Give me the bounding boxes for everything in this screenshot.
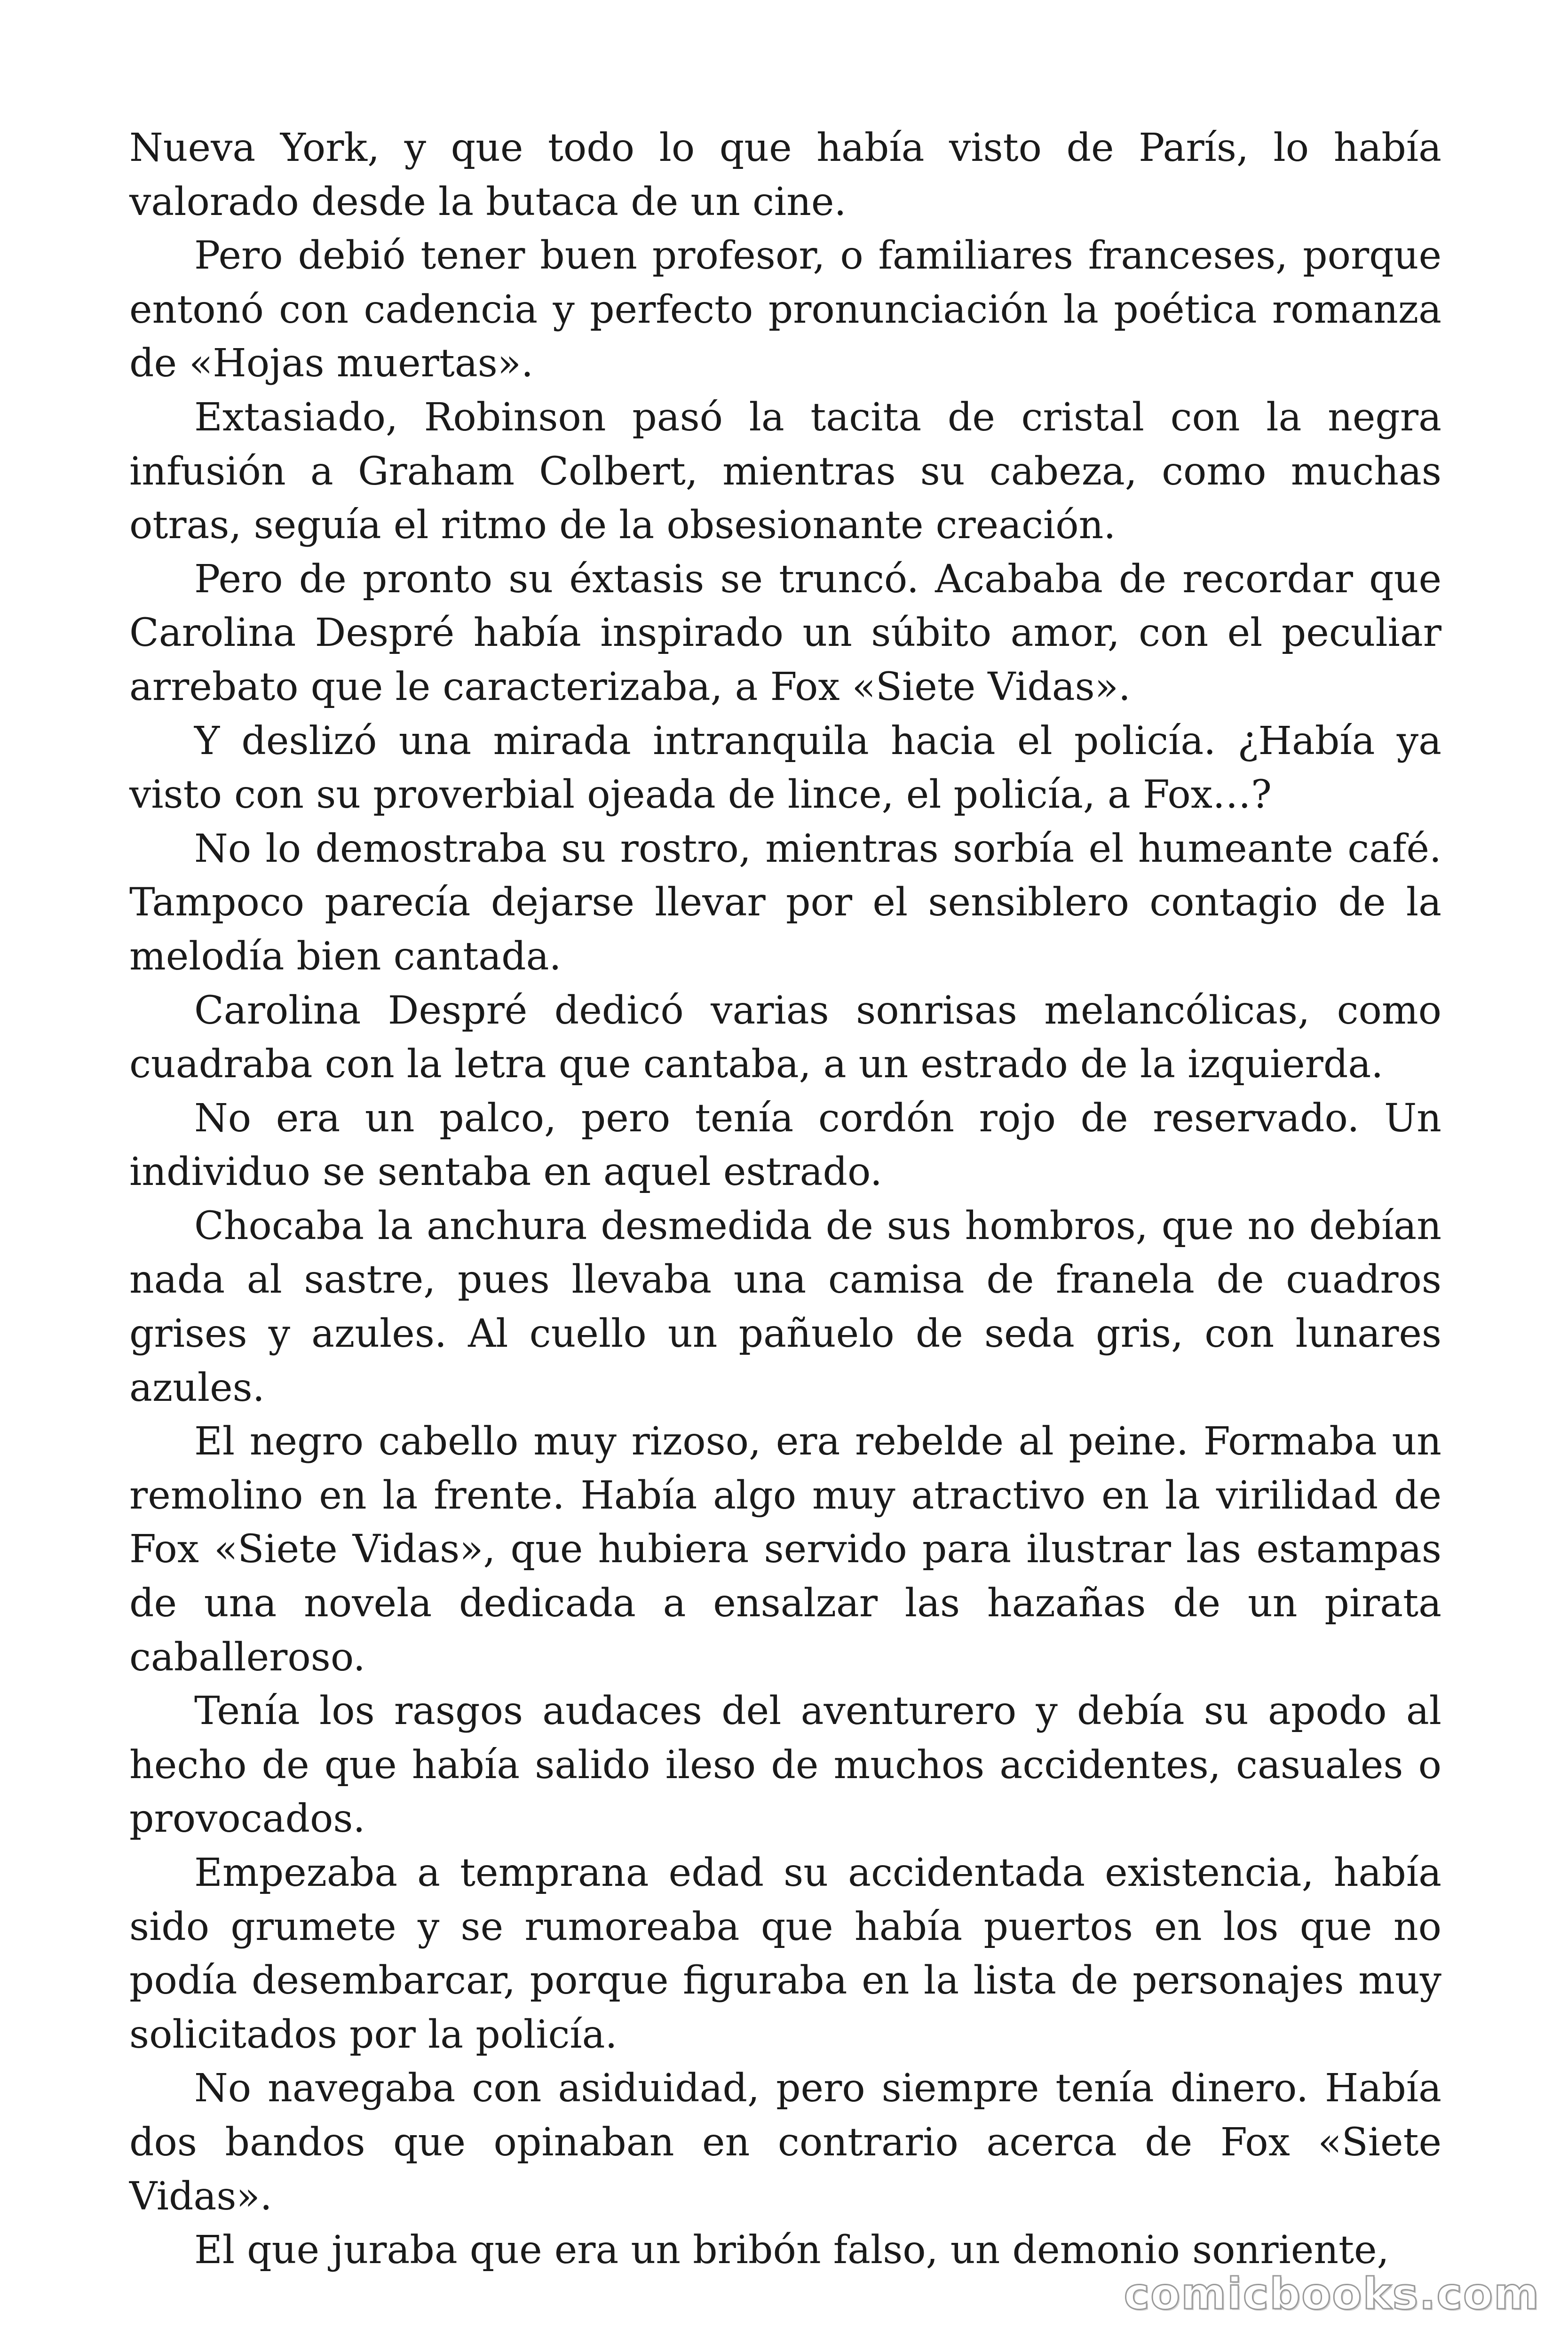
paragraph: Empezaba a temprana edad su accidentada existencia, había sido grumete y se rumoreaba que había puertos en los que no podía desembarcar, porque figuraba en la lista de personajes muy solicitados por la policía.	[129, 1851, 1441, 2057]
paragraph: Carolina Despré dedicó varias sonrisas melancólicas, como cuadraba con la letra que cantaba, a un estrado de la izquierda.	[129, 988, 1441, 1087]
paragraph: No era un palco, pero tenía cordón rojo de reservado. Un individuo se sentaba en aquel estrado.	[129, 1096, 1441, 1195]
body-text	[129, 121, 1441, 2278]
paragraph: El negro cabello muy rizoso, era rebelde al peine. Formaba un remolino en la frente. Había algo muy atractivo en la virilidad de Fox «Siete Vidas», que hubiera servido para ilustrar las estampas de una novela dedicada a ensalzar las hazañas de un pirata caballeroso.	[129, 1419, 1441, 1680]
watermark: comicbooks.com	[1124, 2269, 1540, 2319]
paragraph: Nueva York, y que todo lo que había visto de París, lo había valorado desde la butaca de un cine.	[129, 126, 1441, 224]
paragraph: Y deslizó una mirada intranquila hacia el policía. ¿Había ya visto con su proverbial ojeada de lince, el policía, a Fox…?	[129, 718, 1441, 818]
paragraph: Pero de pronto su éxtasis se truncó. Acababa de recordar que Carolina Despré había inspirado un súbito amor, con el peculiar arrebato que le caracterizaba, a Fox «Siete Vidas».	[129, 556, 1441, 709]
paragraph: Extasiado, Robinson pasó la tacita de cristal con la negra infusión a Graham Colbert, mientras su cabeza, como muchas otras, seguía el ritmo de la obsesionante creación.	[129, 395, 1441, 548]
paragraph: Chocaba la anchura desmedida de sus hombros, que no debían nada al sastre, pues llevaba una camisa de franela de cuadros grises y azules. Al cuello un pañuelo de seda gris, con lunares azules.	[129, 1203, 1441, 1410]
paragraph: No lo demostraba su rostro, mientras sorbía el humeante café. Tampoco parecía dejarse llevar por el sensiblero contagio de la melodía bien cantada.	[129, 826, 1441, 979]
paragraph: No navegaba con asiduidad, pero siempre tenía dinero. Había dos bandos que opinaban en contrario acerca de Fox «Siete Vidas».	[129, 2066, 1441, 2219]
paragraph: El que juraba que era un bribón falso, un demonio sonriente,	[194, 2228, 1389, 2273]
paragraph: Tenía los rasgos audaces del aventurero y debía su apodo al hecho de que había salido ileso de muchos accidentes, casuales o provocados.	[129, 1689, 1441, 1842]
paragraph: Pero debió tener buen profesor, o familiares franceses, porque entonó con cadencia y perfecto pronunciación la poética romanza de «Hojas muertas».	[129, 233, 1441, 386]
